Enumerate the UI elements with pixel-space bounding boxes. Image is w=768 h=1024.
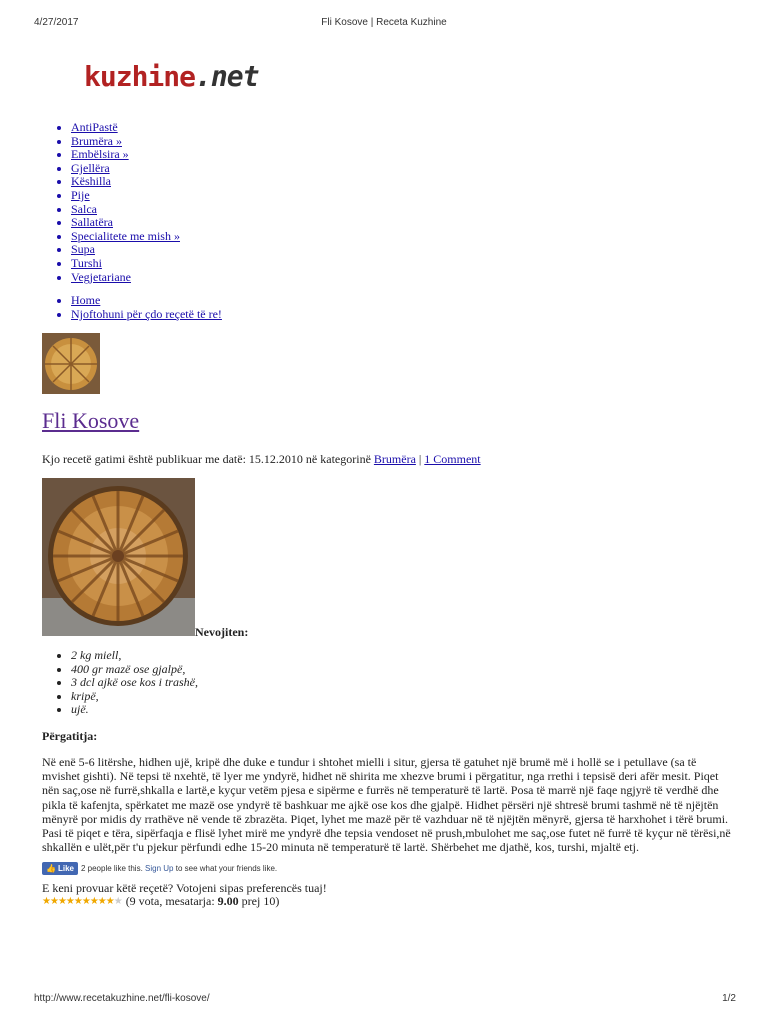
nav-menu <box>42 294 222 321</box>
menu-item[interactable]: • Embëlsira » <box>71 148 180 162</box>
recipe-thumbnail[interactable] <box>42 333 100 394</box>
print-page-number: 1/2 <box>722 993 736 1004</box>
star-filled-icon[interactable]: ★ <box>49 896 58 907</box>
star-filled-icon[interactable]: ★ <box>73 896 82 907</box>
ingredient-item: • 3 dcl ajkë ose kos i trashë, <box>71 676 198 690</box>
menu-item[interactable]: • Turshi <box>71 257 180 271</box>
post-title[interactable]: Fli Kosove <box>42 408 140 433</box>
ingredients-heading: Nevojiten: <box>195 625 249 639</box>
menu-item[interactable]: • AntiPastë <box>71 121 180 135</box>
print-page-title: Fli Kosove | Receta Kuzhine <box>321 17 447 28</box>
menu-item[interactable]: • Gjellëra <box>71 162 180 176</box>
preparation-heading: Përgatitja: <box>42 729 98 743</box>
menu-item[interactable]: • Vegjetariane <box>71 271 180 285</box>
post-meta: Kjo recetë gatimi është publikuar me datë: 15.12.2010 në kategorinë Brumëra | 1 Comment <box>42 452 481 466</box>
ingredient-item: • kripë, <box>71 690 198 704</box>
rating-row <box>42 894 279 909</box>
menu-item[interactable]: • Specialitete me mish » <box>71 230 180 244</box>
nav-home[interactable]: • Home <box>71 294 222 308</box>
menu-item[interactable]: • Këshilla <box>71 175 180 189</box>
menu-item[interactable]: • Brumëra » <box>71 135 180 149</box>
nav-subscribe[interactable]: • Njoftohuni për çdo reçetë të re! <box>71 308 222 322</box>
star-filled-icon[interactable]: ★ <box>65 896 74 907</box>
rating-count: (9 vota, mesatarja: <box>125 894 215 908</box>
print-date: 4/27/2017 <box>34 17 79 28</box>
print-url: http://www.recetakuzhine.net/fli-kosove/ <box>34 993 210 1004</box>
like-count-text: 2 people like this. <box>80 864 143 873</box>
ingredients-list <box>42 649 198 717</box>
menu-item[interactable]: • Supa <box>71 243 180 257</box>
facebook-like-widget <box>42 862 277 875</box>
recipe-photo <box>42 478 195 636</box>
category-link[interactable]: Brumëra <box>373 452 416 466</box>
ingredient-item: • ujë. <box>71 703 198 717</box>
menu-item[interactable]: • Salca <box>71 203 180 217</box>
menu-item[interactable]: • Sallatëra <box>71 216 180 230</box>
star-filled-icon[interactable]: ★ <box>57 896 66 907</box>
rating-stars[interactable] <box>42 896 122 907</box>
rating-of: prej 10) <box>241 894 280 908</box>
ingredient-item: • 2 kg miell, <box>71 649 198 663</box>
star-empty-icon[interactable]: ★ <box>113 896 122 907</box>
like-after-text: to see what your friends like. <box>175 864 278 873</box>
site-logo[interactable] <box>84 60 258 93</box>
thumbs-up-icon: 👍 <box>46 864 56 873</box>
comments-link[interactable]: 1 Comment <box>424 452 481 466</box>
ingredient-item: • 400 gr mazë ose gjalpë, <box>71 663 198 677</box>
star-filled-icon[interactable]: ★ <box>42 896 50 907</box>
preparation-text: Në enë 5-6 litërshe, hidhen ujë, kripë dhe duke e tundur i shtohet mielli i situr, gjersa të gatuhet një brumë më i hollë se i petullave (sa të mvishet gishti). Në tepsi të nxehtë, të lyer me yndyrë, hidhet në shirita me xhezve brumi i përgatitur, nga rrethi i tepsisë deri afër mesit. Piqet nën saç,ose në furrë,shkalla e lartë,e kyçur vetëm pjesa e sipërme e furrës në temperaturë të lartë. Posa të marrë një faqe ngjyrë të verdhë dhe pikla të kafenjta, spërkatet me mazë ose yndyrë të bashkuar me ajkë ose kos dhe gjalpë. Hidhet përsëri një shtresë brumi tashmë në të njëjtën mënyrë por midis dy rrathëve në vende të zbrazëta. Piqet, lyhet me mazë për të vazhduar në të njëjtën mënyrë, gjersa të harxhohet i tërë brumi. Pasi të piqet e tëra, sipërfaqja e flisë lyhet mirë me yndyrë dhe tepsia vendoset në prush,mbulohet me saç,ose futet në furrë të kyçur në tërësi,në shkallën e ulët,për t'u pjekur përfundi edhe 15-20 minuta në temperaturë të lartë. Shërbehet me djathë, kos, turshi, mjaltë etj. <box>42 755 731 855</box>
category-menu <box>42 121 180 284</box>
logo-part1: kuzhine <box>84 60 196 93</box>
vote-prompt: E keni provuar këtë reçetë? Votojeni sipas preferencës tuaj! <box>42 881 327 895</box>
star-filled-icon[interactable]: ★ <box>97 896 106 907</box>
logo-part2: .net <box>195 60 259 93</box>
like-button[interactable]: 👍 Like <box>42 862 78 875</box>
signup-link[interactable]: Sign Up <box>145 864 174 873</box>
rating-average: 9.00 <box>217 894 239 908</box>
menu-item[interactable]: • Pije <box>71 189 180 203</box>
star-filled-icon[interactable]: ★ <box>89 896 98 907</box>
star-filled-icon[interactable]: ★ <box>81 896 90 907</box>
star-filled-icon[interactable]: ★ <box>105 896 114 907</box>
